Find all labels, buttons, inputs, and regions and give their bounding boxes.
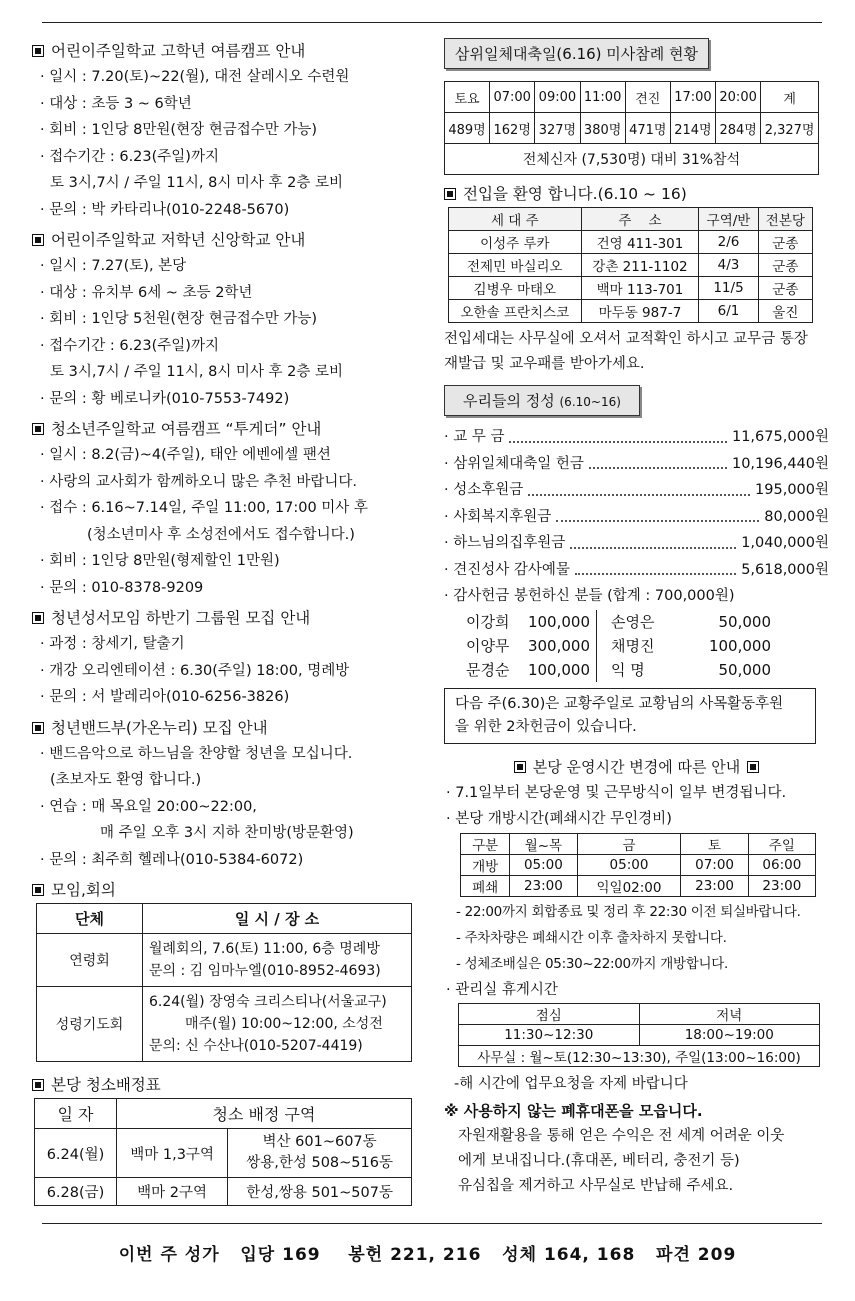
phone-collection-text: 자원재활용을 통해 얻은 수익은 전 세계 어려운 이웃 에게 보내집니다.(휴대폰, 베터리, 충전기 등) 유심칩을 제거하고 사무실로 반납해 주세요. xyxy=(458,1128,785,1194)
section-title: 어린이주일학교 고학년 여름캠프 안내 xyxy=(32,38,418,64)
move-in-table xyxy=(448,207,813,323)
info-line: · 사랑의 교사회가 함께하오니 많은 추천 바랍니다. xyxy=(40,473,358,490)
table-cell: 380명 xyxy=(580,113,625,144)
mass-attendance-table xyxy=(444,81,819,175)
section-title: 본당 청소배정표 xyxy=(32,1072,418,1098)
contact-line: · 문의 : 최주희 헬레나(010-5384-6072) xyxy=(40,851,304,868)
table-header: 구역/반 xyxy=(699,208,758,231)
table-cell: 284명 xyxy=(716,113,761,144)
info-line: 매 주일 오후 3시 지하 찬미방(방문환영) xyxy=(100,825,354,841)
table-header: 금 xyxy=(577,833,681,854)
table-row xyxy=(37,934,412,987)
donor-amount: 50,000 xyxy=(718,612,771,631)
bible-section xyxy=(32,605,418,711)
table-header: 청소 배정 구역 xyxy=(117,1099,412,1129)
table-row: 사무실 : 월~토(12:30~13:30), 주일(13:00~16:00) xyxy=(459,1046,820,1067)
offering-row: · 사회복지후원금 80,000원 xyxy=(444,504,829,531)
cleaning-table xyxy=(34,1098,412,1206)
move-in-section xyxy=(444,181,829,377)
offerings-section xyxy=(444,385,829,744)
date-cell: 6.28(금) xyxy=(35,1178,117,1206)
donor-name: 손영은 xyxy=(611,612,655,631)
hours-section xyxy=(444,754,829,1098)
camp-high-section xyxy=(32,38,418,223)
donor-amount: 100,000 xyxy=(527,612,590,631)
table-header: 20:00 xyxy=(716,82,761,113)
offering-row: · 성소후원금 195,000원 xyxy=(444,477,829,504)
section-title: 본당 운영시간 변경에 따른 안내 xyxy=(444,754,829,780)
table-header: 07:00 xyxy=(490,82,535,113)
info-line: · 회비 : 1인당 8만원(형제할인 1만원) xyxy=(40,553,280,569)
info-line: (초보자도 환영 합니다.) xyxy=(50,772,202,788)
square-bullet-icon xyxy=(747,761,759,773)
table-header: 토 xyxy=(681,833,748,854)
table-header: 주 소 xyxy=(581,208,699,231)
rest-table xyxy=(458,1003,820,1067)
info-line: · 연습 : 매 목요일 20:00~22:00, xyxy=(40,798,257,815)
table-row: 폐쇄 23:00 익일02:00 23:00 23:00 xyxy=(461,875,816,896)
table-row: 전제민 바실리오 강촌 211-1102 4/3 군종 xyxy=(449,254,813,277)
youth-camp-section xyxy=(32,416,418,601)
table-row xyxy=(461,833,816,854)
square-bullet-icon xyxy=(32,234,44,246)
schedule-cell: 6.24(월) 장영숙 크리스티나(서울교구) 매주(월) 10:00~12:00, 소성전 문의: 신 수산나(010-5207-4419) xyxy=(143,987,412,1062)
table-cell: 214명 xyxy=(670,113,715,144)
square-bullet-icon xyxy=(514,761,526,773)
table-header: 일 시 / 장 소 xyxy=(143,904,412,934)
table-header: 17:00 xyxy=(670,82,715,113)
thanks-title: · 감사헌금 봉헌하신 분들 (합계 : 700,000원) xyxy=(444,588,735,604)
square-bullet-icon xyxy=(32,612,44,624)
schedule-cell: 월례회의, 7.6(토) 11:00, 6층 명례방 문의 : 김 임마누엘(010-8952-4693) xyxy=(143,934,412,987)
table-row: 개방 05:00 05:00 07:00 06:00 xyxy=(461,854,816,875)
left-column xyxy=(32,38,418,1210)
table-header: 일 자 xyxy=(35,1099,117,1129)
table-row xyxy=(445,144,819,175)
table-header: 견진 xyxy=(625,82,670,113)
donor-amount: 50,000 xyxy=(718,660,771,679)
square-bullet-icon xyxy=(32,722,44,734)
section-title: 어린이주일학교 저학년 신앙학교 안내 xyxy=(32,227,418,253)
mass-attendance-section xyxy=(444,38,829,175)
hymn-footer: 이번 주 성가 입당 169 봉헌 221, 216 성체 164, 168 파견 209 xyxy=(118,1245,737,1265)
area-cell: 백마 2구역 xyxy=(117,1178,228,1206)
table-row xyxy=(459,1004,820,1025)
notice-box: 다음 주(6.30)은 교황주일로 교황님의 사목활동후원 을 위한 2차헌금이 있습니다. xyxy=(444,688,816,744)
contact-line: · 문의 : 박 카타리나(010-2248-5670) xyxy=(40,201,290,218)
table-cell: 162명 xyxy=(490,113,535,144)
section-title: 삼위일체대축일(6.16) 미사참례 현황 xyxy=(444,38,709,69)
table-header: 주일 xyxy=(748,833,815,854)
info-line: · 일시 : 7.20(토)~22(월), 대전 살레시오 수련원 xyxy=(40,69,350,85)
info-line: · 회비 : 1인당 5천원(현장 현금접수만 가능) xyxy=(40,311,318,327)
right-column xyxy=(444,38,829,1199)
donor-amount: 100,000 xyxy=(708,636,771,655)
offering-row: · 견진성사 감사예물 5,618,000원 xyxy=(444,557,829,584)
info-line: · 접수기간 : 6.23(주일)까지 xyxy=(40,337,219,354)
contact-line: · 문의 : 서 발레리아(010-6256-3826) xyxy=(40,689,290,705)
info-line: · 7.1일부터 본당운영 및 근무방식이 일부 변경됩니다. xyxy=(446,784,787,801)
table-cell: 489명 xyxy=(445,113,490,144)
table-header: 09:00 xyxy=(535,82,580,113)
phone-collection-section xyxy=(444,1099,829,1199)
table-header: 세 대 주 xyxy=(449,208,582,231)
area-detail-cell: 벽산 601~607동 쌍용,한성 508~516동 xyxy=(228,1129,412,1178)
summary-cell: 전체신자 (7,530명) 대비 31%참석 xyxy=(445,144,819,175)
square-bullet-icon xyxy=(32,1079,44,1091)
info-line: · 일시 : 7.27(토), 본당 xyxy=(40,258,187,274)
info-line: · 본당 개방시간(폐쇄시간 무인경비) xyxy=(446,811,672,827)
donor-name: 문경순 xyxy=(466,660,510,679)
info-line: · 대상 : 초등 3 ~ 6학년 xyxy=(40,95,192,112)
move-in-note: 전입세대는 사무실에 오셔서 교적확인 하시고 교무금 통장 재발급 및 교우패를 받아가세요. xyxy=(444,331,808,372)
table-header: 월~목 xyxy=(510,833,577,854)
table-cell: 2,327명 xyxy=(761,113,819,144)
info-line: · 접수기간 : 6.23(주일)까지 xyxy=(40,148,219,165)
section-title: ※ 사용하지 않는 폐휴대폰을 모읍니다. xyxy=(444,1102,703,1120)
info-line: -해 시간에 업무요청을 자제 바랍니다 xyxy=(454,1076,688,1092)
meetings-section xyxy=(32,877,418,1062)
table-header: 점심 xyxy=(459,1004,640,1025)
info-line: · 개강 오리엔테이션 : 6.30(주일) 18:00, 명례방 xyxy=(40,662,350,679)
table-header: 11:00 xyxy=(580,82,625,113)
donor-name: 이양무 xyxy=(466,636,510,655)
table-header: 구분 xyxy=(461,833,510,854)
square-bullet-icon xyxy=(32,45,44,57)
donor-name: 익 명 xyxy=(611,660,645,679)
info-line: · 일시 : 8.2(금)~4(주일), 태안 에벤에셀 팬션 xyxy=(40,447,331,463)
table-row xyxy=(35,1178,412,1206)
info-line: · 과정 : 창세기, 탈출기 xyxy=(40,636,185,652)
square-bullet-icon xyxy=(444,188,456,200)
group-name: 성령기도회 xyxy=(37,987,143,1062)
hours-notes: - 22:00까지 회합종료 및 정리 후 22:30 이전 퇴실바랍니다. - 주차차량은 폐쇄시간 이후 출차하지 못합니다. - 성체조배실은 05:30~22:00까지 개방합니다. xyxy=(456,903,801,972)
section-title: 우리들의 정성 (6.10~16) xyxy=(444,385,640,416)
info-line: 토 3시,7시 / 주일 11시, 8시 미사 후 2층 로비 xyxy=(50,364,344,380)
table-header: 전본당 xyxy=(758,208,812,231)
table-row: 11:30~12:30 18:00~19:00 xyxy=(459,1025,820,1046)
square-bullet-icon xyxy=(32,423,44,435)
table-cell: 471명 xyxy=(625,113,670,144)
section-title: 청년성서모임 하반기 그룹원 모집 안내 xyxy=(32,605,418,631)
table-header: 저녁 xyxy=(639,1004,820,1025)
area-cell: 백마 1,3구역 xyxy=(117,1129,228,1178)
info-line: · 대상 : 유치부 6세 ~ 초등 2학년 xyxy=(40,284,253,301)
meetings-table xyxy=(36,903,412,1062)
donor-grid xyxy=(466,610,829,682)
donor-amount: 100,000 xyxy=(527,660,590,679)
offering-row: · 하느님의집후원금 1,040,000원 xyxy=(444,530,829,557)
info-line: · 밴드음악으로 하느님을 찬양할 청년을 모십니다. xyxy=(40,745,353,762)
table-header: 계 xyxy=(761,82,819,113)
offering-row: · 교 무 금 11,675,000원 xyxy=(444,424,829,451)
cleaning-section xyxy=(32,1072,418,1206)
donor-name: 이강희 xyxy=(466,612,510,631)
table-row xyxy=(449,208,813,231)
table-row: 김병우 마태오 백마 113-701 11/5 군종 xyxy=(449,277,813,300)
group-name: 연령회 xyxy=(37,934,143,987)
section-title: 청년밴드부(가온누리) 모집 안내 xyxy=(32,715,418,741)
donor-amount: 300,000 xyxy=(527,636,590,655)
offering-row: · 삼위일체대축일 헌금 10,196,440원 xyxy=(444,451,829,478)
table-header: 토요 xyxy=(445,82,490,113)
band-section xyxy=(32,715,418,874)
table-row xyxy=(35,1129,412,1178)
contact-line: · 문의 : 황 베로니카(010-7553-7492) xyxy=(40,390,290,407)
offering-list xyxy=(444,424,829,610)
area-detail-cell: 한성,쌍용 501~507동 xyxy=(228,1178,412,1206)
table-row xyxy=(37,987,412,1062)
date-cell: 6.24(월) xyxy=(35,1129,117,1178)
section-title: 모임,회의 xyxy=(32,877,418,903)
contact-line: · 문의 : 010-8378-9209 xyxy=(40,579,204,596)
camp-low-section xyxy=(32,227,418,412)
table-row xyxy=(445,82,819,113)
table-header: 단체 xyxy=(37,904,143,934)
info-line: · 회비 : 1인당 8만원(현장 현금접수만 가능) xyxy=(40,122,318,138)
table-row: 이성주 루카 건영 411-301 2/6 군종 xyxy=(449,231,813,254)
top-rule xyxy=(42,22,822,23)
info-line: 토 3시,7시 / 주일 11시, 8시 미사 후 2층 로비 xyxy=(50,175,344,191)
table-row xyxy=(445,113,819,144)
square-bullet-icon xyxy=(32,884,44,896)
donor-name: 채명진 xyxy=(611,636,655,655)
section-title: 전입을 환영 합니다.(6.10 ~ 16) xyxy=(444,181,829,207)
info-line: (청소년미사 후 소성전에서도 접수합니다.) xyxy=(87,526,355,543)
bottom-rule xyxy=(42,1223,822,1224)
table-row: 오한솔 프란치스코 마두동 987-7 6/1 울진 xyxy=(449,300,813,323)
section-title: 청소년주일학교 여름캠프 “투게더” 안내 xyxy=(32,416,418,442)
info-line: · 접수 : 6.16~7.14일, 주일 11:00, 17:00 미사 후 xyxy=(40,500,368,516)
hours-table xyxy=(460,833,816,897)
info-line: · 관리실 휴게시간 xyxy=(446,981,558,998)
table-cell: 327명 xyxy=(535,113,580,144)
